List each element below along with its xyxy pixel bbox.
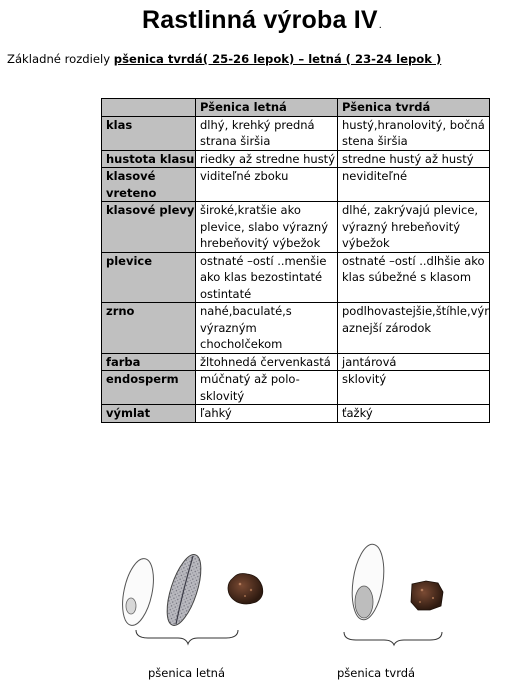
cell-tvrda: jantárová	[338, 353, 490, 371]
row-key: farba	[102, 353, 196, 371]
cell-tvrda: dlhé, zakrývajú plevice, výrazný hrebeňovitý výbežok	[338, 202, 490, 253]
cell-letna: ostnaté –ostí ..menšie ako klas bezostintaté ostintaté	[196, 252, 338, 303]
tvrda-brace-icon	[344, 632, 442, 645]
table-row	[102, 371, 490, 405]
table-row	[102, 252, 490, 303]
tvrda-kernel-front-icon	[348, 542, 388, 621]
cell-letna: viditeľné zboku	[196, 168, 338, 202]
letna-cross-section-icon	[228, 574, 263, 605]
row-key: zrno	[102, 303, 196, 354]
cell-letna: nahé,baculaté,s výrazným chocholčekom	[196, 303, 338, 354]
letna-brace-icon	[136, 630, 238, 644]
tvrda-cross-section-icon	[411, 581, 443, 610]
table-row	[102, 303, 490, 354]
row-key: endosperm	[102, 371, 196, 405]
letna-kernel-front-icon	[117, 556, 159, 628]
cell-letna: riedky až stredne hustý	[196, 150, 338, 168]
caption-tvrda: pšenica tvrdá	[337, 666, 416, 680]
title-dot: .	[378, 19, 383, 31]
row-key: hustota klasu	[102, 150, 196, 168]
subtitle-prefix: Základné rozdiely	[7, 52, 114, 66]
table-row	[102, 116, 490, 150]
header-cell-letna: Pšenica letná	[196, 99, 338, 117]
cell-tvrda: hustý,hranolovitý, bočná stena širšia	[338, 116, 490, 150]
cell-letna: žltohnedá červenkastá	[196, 353, 338, 371]
row-key: klas	[102, 116, 196, 150]
cell-letna: široké,kratšie ako plevice, slabo výrazný hrebeňovitý výbežok	[196, 202, 338, 253]
subtitle	[7, 52, 522, 66]
row-key: plevice	[102, 252, 196, 303]
header-cell-tvrda: Pšenica tvrdá	[338, 99, 490, 117]
grain-illustration	[0, 540, 524, 680]
cell-tvrda: podlhovastejšie,štíhle,výraznejší zárodok	[338, 303, 490, 354]
header-cell-empty	[102, 99, 196, 117]
cell-letna: ľahký	[196, 405, 338, 423]
title-text: Rastlinná výroba IV	[141, 6, 378, 34]
cell-tvrda: ostnaté –ostí ..dlhšie ako klas súbežné s klasom	[338, 252, 490, 303]
table-row	[102, 168, 490, 202]
cell-tvrda: ťažký	[338, 405, 490, 423]
table-row	[102, 353, 490, 371]
table-header-row	[102, 99, 490, 117]
table-row	[102, 405, 490, 423]
row-key: výmlat	[102, 405, 196, 423]
row-key: klasové plevy	[102, 202, 196, 253]
letna-kernel-back-icon	[160, 551, 208, 629]
subtitle-bold: pšenica tvrdá( 25-26 lepok) – letná ( 23-24 lepok )	[113, 52, 442, 66]
cell-tvrda: stredne hustý až hustý	[338, 150, 490, 168]
cell-letna: múčnatý až polo-sklovitý	[196, 371, 338, 405]
table-row	[102, 150, 490, 168]
cell-letna: dlhý, krehký predná strana širšia	[196, 116, 338, 150]
row-key: klasové vreteno	[102, 168, 196, 202]
table-row	[102, 202, 490, 253]
cell-tvrda: neviditeľné	[338, 168, 490, 202]
caption-letna: pšenica letná	[148, 666, 225, 680]
cell-tvrda: sklovitý	[338, 371, 490, 405]
page-title	[0, 6, 524, 35]
comparison-table	[101, 98, 490, 423]
